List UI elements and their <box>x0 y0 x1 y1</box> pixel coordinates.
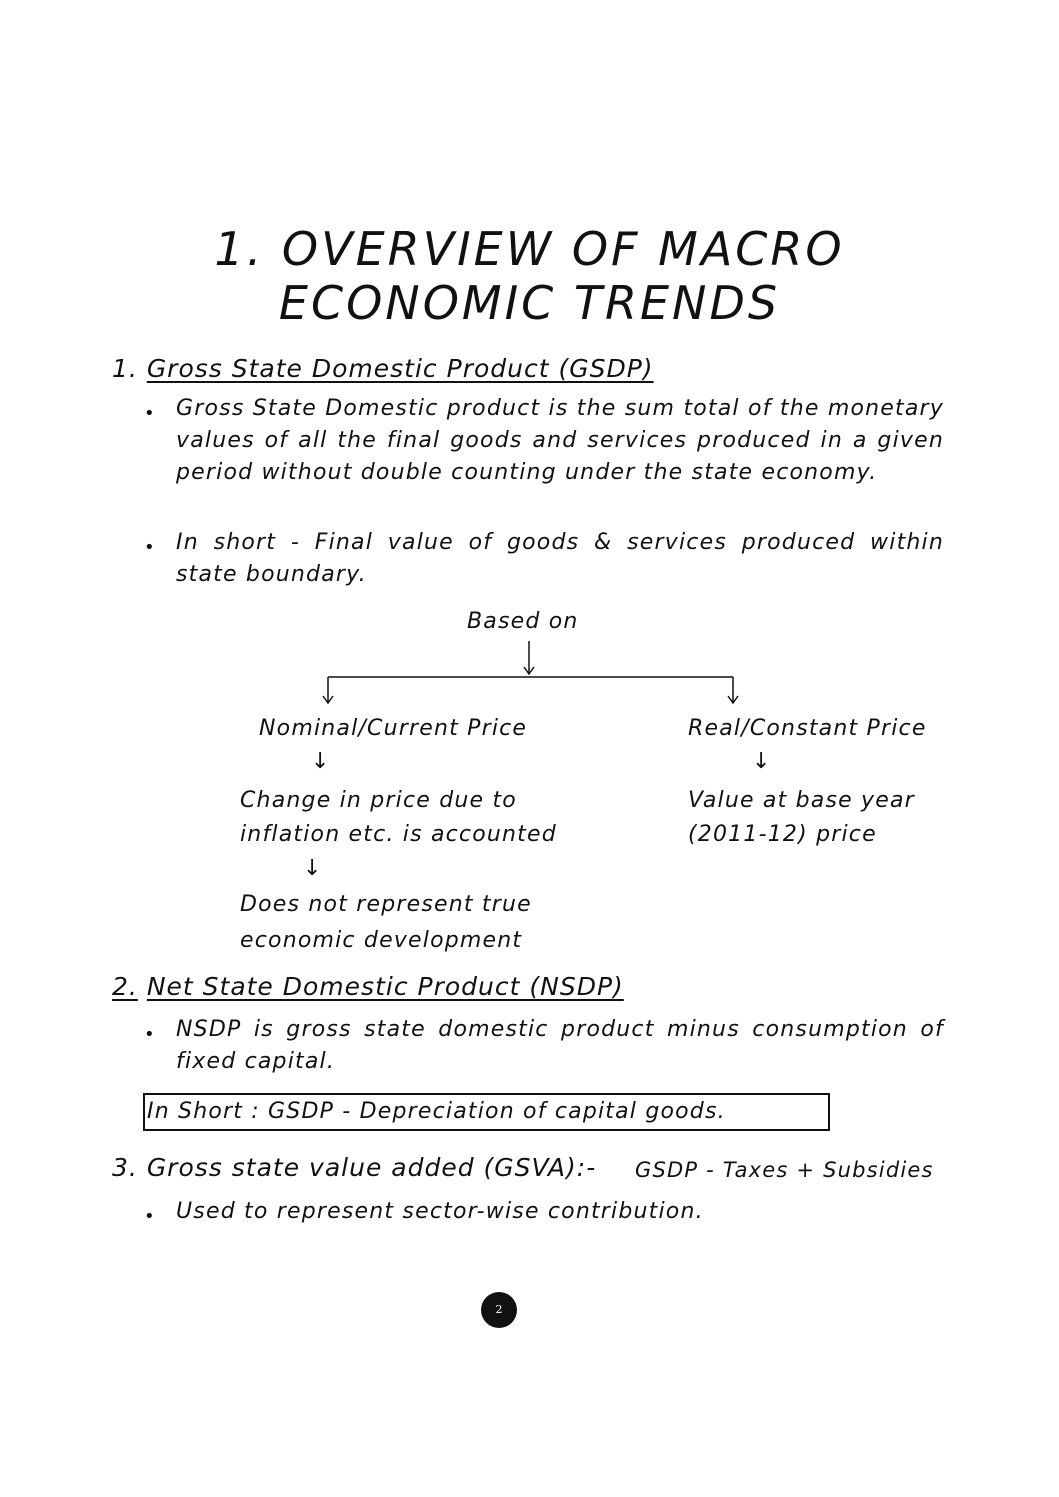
section-3-number: 3. <box>112 1153 138 1182</box>
section-2-heading <box>112 972 624 1001</box>
diagram-left-detail-2: inflation etc. is accounted <box>240 822 557 847</box>
section-1-bullet-2: In short - Final value of goods & services produced within state boundary. <box>176 530 944 587</box>
section-3-bullet-1: Used to represent sector-wise contribution. <box>176 1199 704 1224</box>
diagram-right-detail-1: Value at base year <box>688 788 915 813</box>
down-arrow-icon: ↓ <box>303 856 322 881</box>
bullet-icon: • <box>144 1206 155 1227</box>
summary-box-text: In Short : GSDP - Depreciation of capital goods. <box>147 1099 726 1124</box>
section-3-formula: GSDP - Taxes + Subsidies <box>635 1158 934 1182</box>
page-number: 2 <box>481 1292 517 1328</box>
diagram-left-detail-1: Change in price due to <box>240 788 517 813</box>
bullet-icon: • <box>144 537 155 558</box>
section-1-title: Gross State Domestic Product (GSDP) <box>146 354 654 383</box>
diagram-root-label: Based on <box>467 609 579 634</box>
down-arrow-icon: ↓ <box>752 749 771 774</box>
diagram-left-label: Nominal/Current Price <box>259 716 528 741</box>
section-1-number: 1. <box>112 354 138 383</box>
section-3-title: Gross state value added (GSVA):- <box>146 1153 597 1182</box>
diagram-left-note-2: economic development <box>240 928 523 953</box>
section-1-bullet-1: Gross State Domestic product is the sum total of the monetary values of all the final goods and services produced in a given period without double counting under the state economy. <box>176 396 944 485</box>
diagram-right-label: Real/Constant Price <box>688 716 927 741</box>
diagram-left-note-1: Does not represent true <box>240 892 532 917</box>
bullet-icon: • <box>144 1024 155 1045</box>
page-title-line-1: 1. OVERVIEW OF MACRO <box>214 222 845 276</box>
diagram-right-detail-2: (2011-12) price <box>688 822 877 847</box>
bullet-icon: • <box>144 403 155 424</box>
section-2-bullet-1: NSDP is gross state domestic product minus consumption of fixed capital. <box>176 1017 944 1074</box>
section-3-heading <box>112 1153 596 1182</box>
down-arrow-icon: ↓ <box>311 749 330 774</box>
section-2-number: 2. <box>112 972 138 1001</box>
section-2-title: Net State Domestic Product (NSDP) <box>146 972 624 1001</box>
page-title-line-2: ECONOMIC TRENDS <box>278 276 781 330</box>
